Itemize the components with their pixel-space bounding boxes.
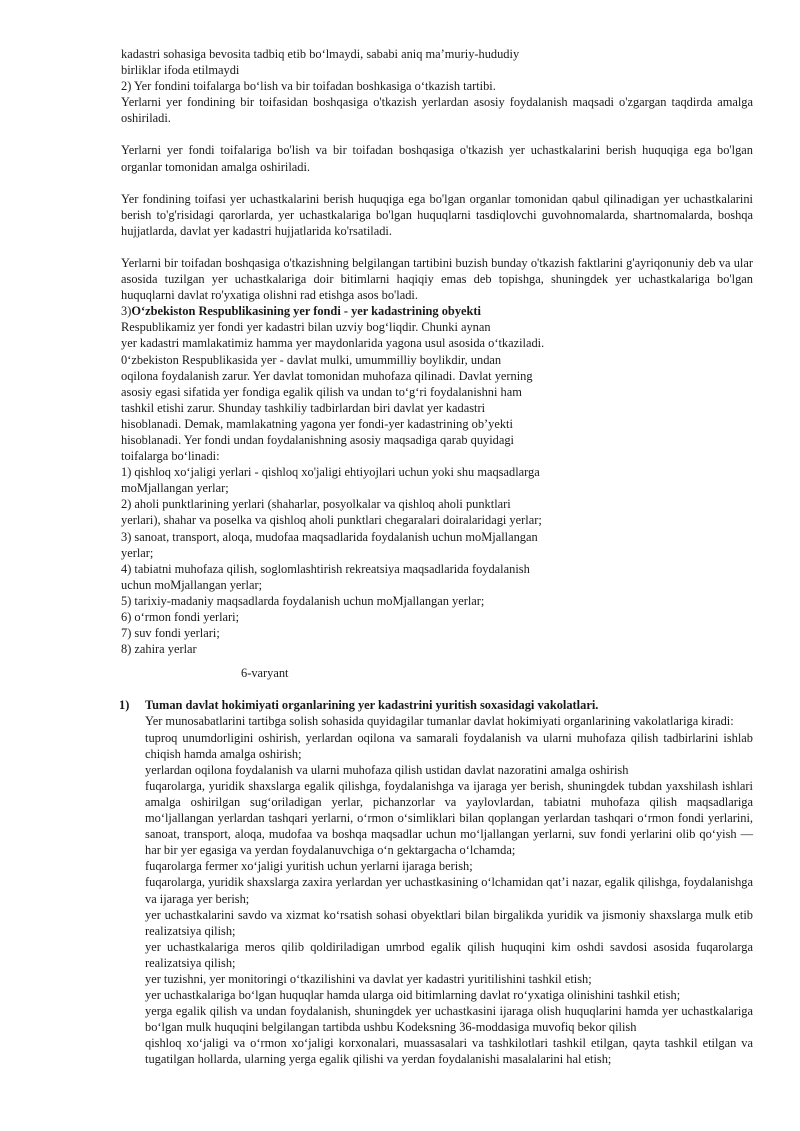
paragraph: yer uchastkalariga meros qilib qoldiriladigan umrbod egalik qilish huquqini kim oshdi savdosi asosida fuqarolarga realizatsiya qilish;	[145, 939, 753, 970]
list-item: 4) tabiatni muhofaza qilish, soglomlashtirish rekreatsiya maqsadlarida foydalanish	[121, 561, 530, 576]
text-line: oqilona foydalanish zarur. Yer davlat tomonidan muhofaza qilinadi. Davlat yerning	[121, 368, 533, 383]
intro-block	[121, 46, 753, 94]
section-heading: 3)Oʻzbekiston Respublikasining yer fondi - yer kadastrining obyekti	[121, 304, 481, 319]
list-item: 1) qishloq xoʻjaligi yerlari - qishloq xo'jaligi ehtiyojlari uchun yoki shu maqsadlarga	[121, 465, 540, 480]
paragraph: Yerlarni yer fondi toifalariga bo'lish va bir toifadan boshqasiga o'tkazish yer uchastkalarini berish huquqiga ega bo'lgan organlar tomonidan amalga oshiriladi.	[121, 143, 753, 174]
list-item: 8) zahira yerlar	[121, 642, 197, 657]
paragraph: Yerlarni yer fondining bir toifasidan boshqasiga o'tkazish yerlardan asosiy foydalanish maqsadi o'zgargan taqdirda amalga oshiriladi.	[121, 95, 753, 126]
list-item: 2) aholi punktlarining yerlari (shaharlar, posyolkalar va qishloq aholi punktlari	[121, 497, 511, 512]
section-heading-text: Oʻzbekiston Respublikasining yer fondi - yer kadastrining obyekti	[131, 304, 481, 319]
list-item: yerlar;	[121, 545, 154, 560]
text-line: 0ʻzbekiston Respublikasida yer - davlat mulki, umummilliy boylikdir, undan	[121, 352, 502, 367]
paragraph: Yer fondining toifasi yer uchastkalarini berish huquqiga ega bo'lgan organlar tomonidan qabul qilinadigan yer uchastkalarini berish to'g'risidagi qarorlarda, yer uchastkalariga bo'lgan huquqlarni tasdiqlovchi guvohnomalarda, shartnomalarda, boshqa hujjatlarda, davlat yer kadastri hujjatlarida ko'rsatiladi.	[121, 191, 753, 238]
paragraph: tuproq unumdorligini oshirish, yerlardan oqilona va samarali foydalanish va ularni muhofaza qilish tadbirlarini ishlab chiqish hamda amalga oshirish;	[145, 730, 753, 761]
list-item: 3) sanoat, transport, aloqa, mudofaa maqsadlarida foydalanish uchun moMjallangan	[121, 529, 538, 544]
section-3	[121, 303, 753, 657]
list-item: 5) tarixiy-madaniy maqsadlarda foydalanish uchun moMjallangan yerlar;	[121, 593, 485, 608]
paragraph: yer uchastkalarini savdo va xizmat koʻrsatish sohasi obyektlari bilan birgalikda yuridik va jismoniy shaxslarga mulk etib realizatsiya qilish;	[145, 907, 753, 938]
paragraph: yer tuzishni, yer monitoringi oʻtkazilishini va davlat yer kadastri yuritilishini tashkil etish;	[145, 971, 592, 986]
text-line: hisoblanadi. Demak, mamlakatning yagona yer fondi-yer kadastrining obʼyekti	[121, 416, 513, 431]
question-heading	[119, 697, 753, 713]
text-line: tashkil etishi zarur. Shunday tashkiliy tadbirlardan biri davlat yer kadastri	[121, 400, 486, 415]
paragraph: yerlardan oqilona foydalanish va ularni muhofaza qilish ustidan davlat nazoratini amalga oshirish	[145, 762, 629, 777]
list-item: moMjallangan yerlar;	[121, 481, 229, 496]
variant-label: 6-varyant	[241, 666, 289, 681]
question-title: Tuman davlat hokimiyati organlarining yer kadastrini yuritish soxasidagi vakolatlari.	[145, 698, 599, 713]
question-number: 1)	[119, 698, 130, 713]
paragraph: Yer munosabatlarini tartibga solish sohasida quyidagilar tumanlar davlat hokimiyati organlarining vakolatlariga kiradi:	[145, 714, 734, 729]
list-item: 6) oʻrmon fondi yerlari;	[121, 610, 240, 624]
text-line: toifalarga boʻlinadi:	[121, 449, 220, 464]
paragraph: qishloq xoʻjaligi va oʻrmon xoʻjaligi korxonalari, muassasalari va tashkilotlari tashkil etilgan, qayta tashkil etilgan va tugatilgan hollarda, ularning yerga egalik qilishi va yerdan foydalanishi masalalarini hal etish;	[145, 1036, 753, 1067]
text-line: birliklar ifoda etilmaydi	[121, 63, 240, 78]
text-line: yer kadastri mamlakatimiz hamma yer maydonlarida yagona usul asosida oʻtkaziladi.	[121, 336, 545, 351]
paragraph: fuqarolarga fermer xoʻjaligi yuritish uchun yerlarni ijaraga berish;	[145, 859, 473, 874]
list-item: yerlari), shahar va poselka va qishloq aholi punktlari chegaralari doiralaridagi yerlar;	[121, 513, 542, 528]
text-line: asosiy egasi sifatida yer fondiga egalik qilish va undan toʻgʻri foydalanishni ham	[121, 384, 522, 399]
list-item: 7) suv fondi yerlari;	[121, 626, 220, 641]
paragraph: yer uchastkalariga boʻlgan huquqlar hamda ularga oid bitimlarning davlat roʻyxatiga olinishini tashkil etish;	[145, 988, 681, 1003]
list-item: uchun moMjallangan yerlar;	[121, 577, 263, 592]
paragraph: fuqarolarga, yuridik shaxslarga zaxira yerlardan yer uchastkasining oʻlchamidan qatʼi nazar, egalik qilishga, foydalanishga va ijaraga yer berish;	[145, 875, 753, 906]
paragraph: yerga egalik qilish va undan foydalanish, shuningdek yer uchastkasini ijaraga olish huquqlarini hamda yer uchastkalariga boʻlgan mulk huquqini belgilangan tartibda ushbu Kodeksning 36-moddasiga muvofiq bekor qilish	[145, 1004, 753, 1035]
text-line: kadastri sohasiga bevosita tadbiq etib boʻlmaydi, sababi aniq maʼmuriy-hududiy	[121, 47, 520, 61]
question-body	[121, 713, 753, 1067]
text-line: Respublikamiz yer fondi yer kadastri bilan uzviy bogʻliqdir. Chunki aynan	[121, 320, 491, 335]
question-1	[121, 697, 753, 1067]
paragraph: fuqarolarga, yuridik shaxslarga egalik qilishga, foydalanishga va ijaraga yer berish, shuningdek tubdan yaxshilash ishlari amalga oshirilgan sugʻoriladigan yerlar, pichanzorlar va yaylovlardan, tabiatni muhofaza qilish maqsadlariga moʻljallangan yerlardan tashqari yerlarni, oʻrmon oʻsimliklari bilan qoplangan yerlardan tashqari oʻrmon fondi yerlarini, sanoat, transport, aloqa, mudofaa va boshqa maqsadlar uchun moʻljallangan yerlarni, suv fondi yerlarini olib qoʻyish — har bir yer egasiga va yerdan foydalanuvchiga oʻn gektargacha oʻlchamda;	[145, 778, 753, 858]
text-line: 2) Yer fondini toifalarga boʻlish va bir toifadan boshkasiga oʻtkazish tartibi.	[121, 79, 496, 94]
paragraph: Yerlarni bir toifadan boshqasiga o'tkazishning belgilangan tartibini buzish bunday o'tkazish faktlarini g'ayriqonuniy deb va ular asosida tuzilgan yer uchastkalariga doir bitimlarni haqiqiy emas deb topishga, shuningdek yer uchastkalariga bo'lgan huquqlarni davlat ro'yxatiga olishni rad etishga asos bo'ladi.	[121, 255, 753, 303]
text-line: hisoblanadi. Yer fondi undan foydalanishning asosiy maqsadiga qarab quyidagi	[121, 432, 514, 447]
